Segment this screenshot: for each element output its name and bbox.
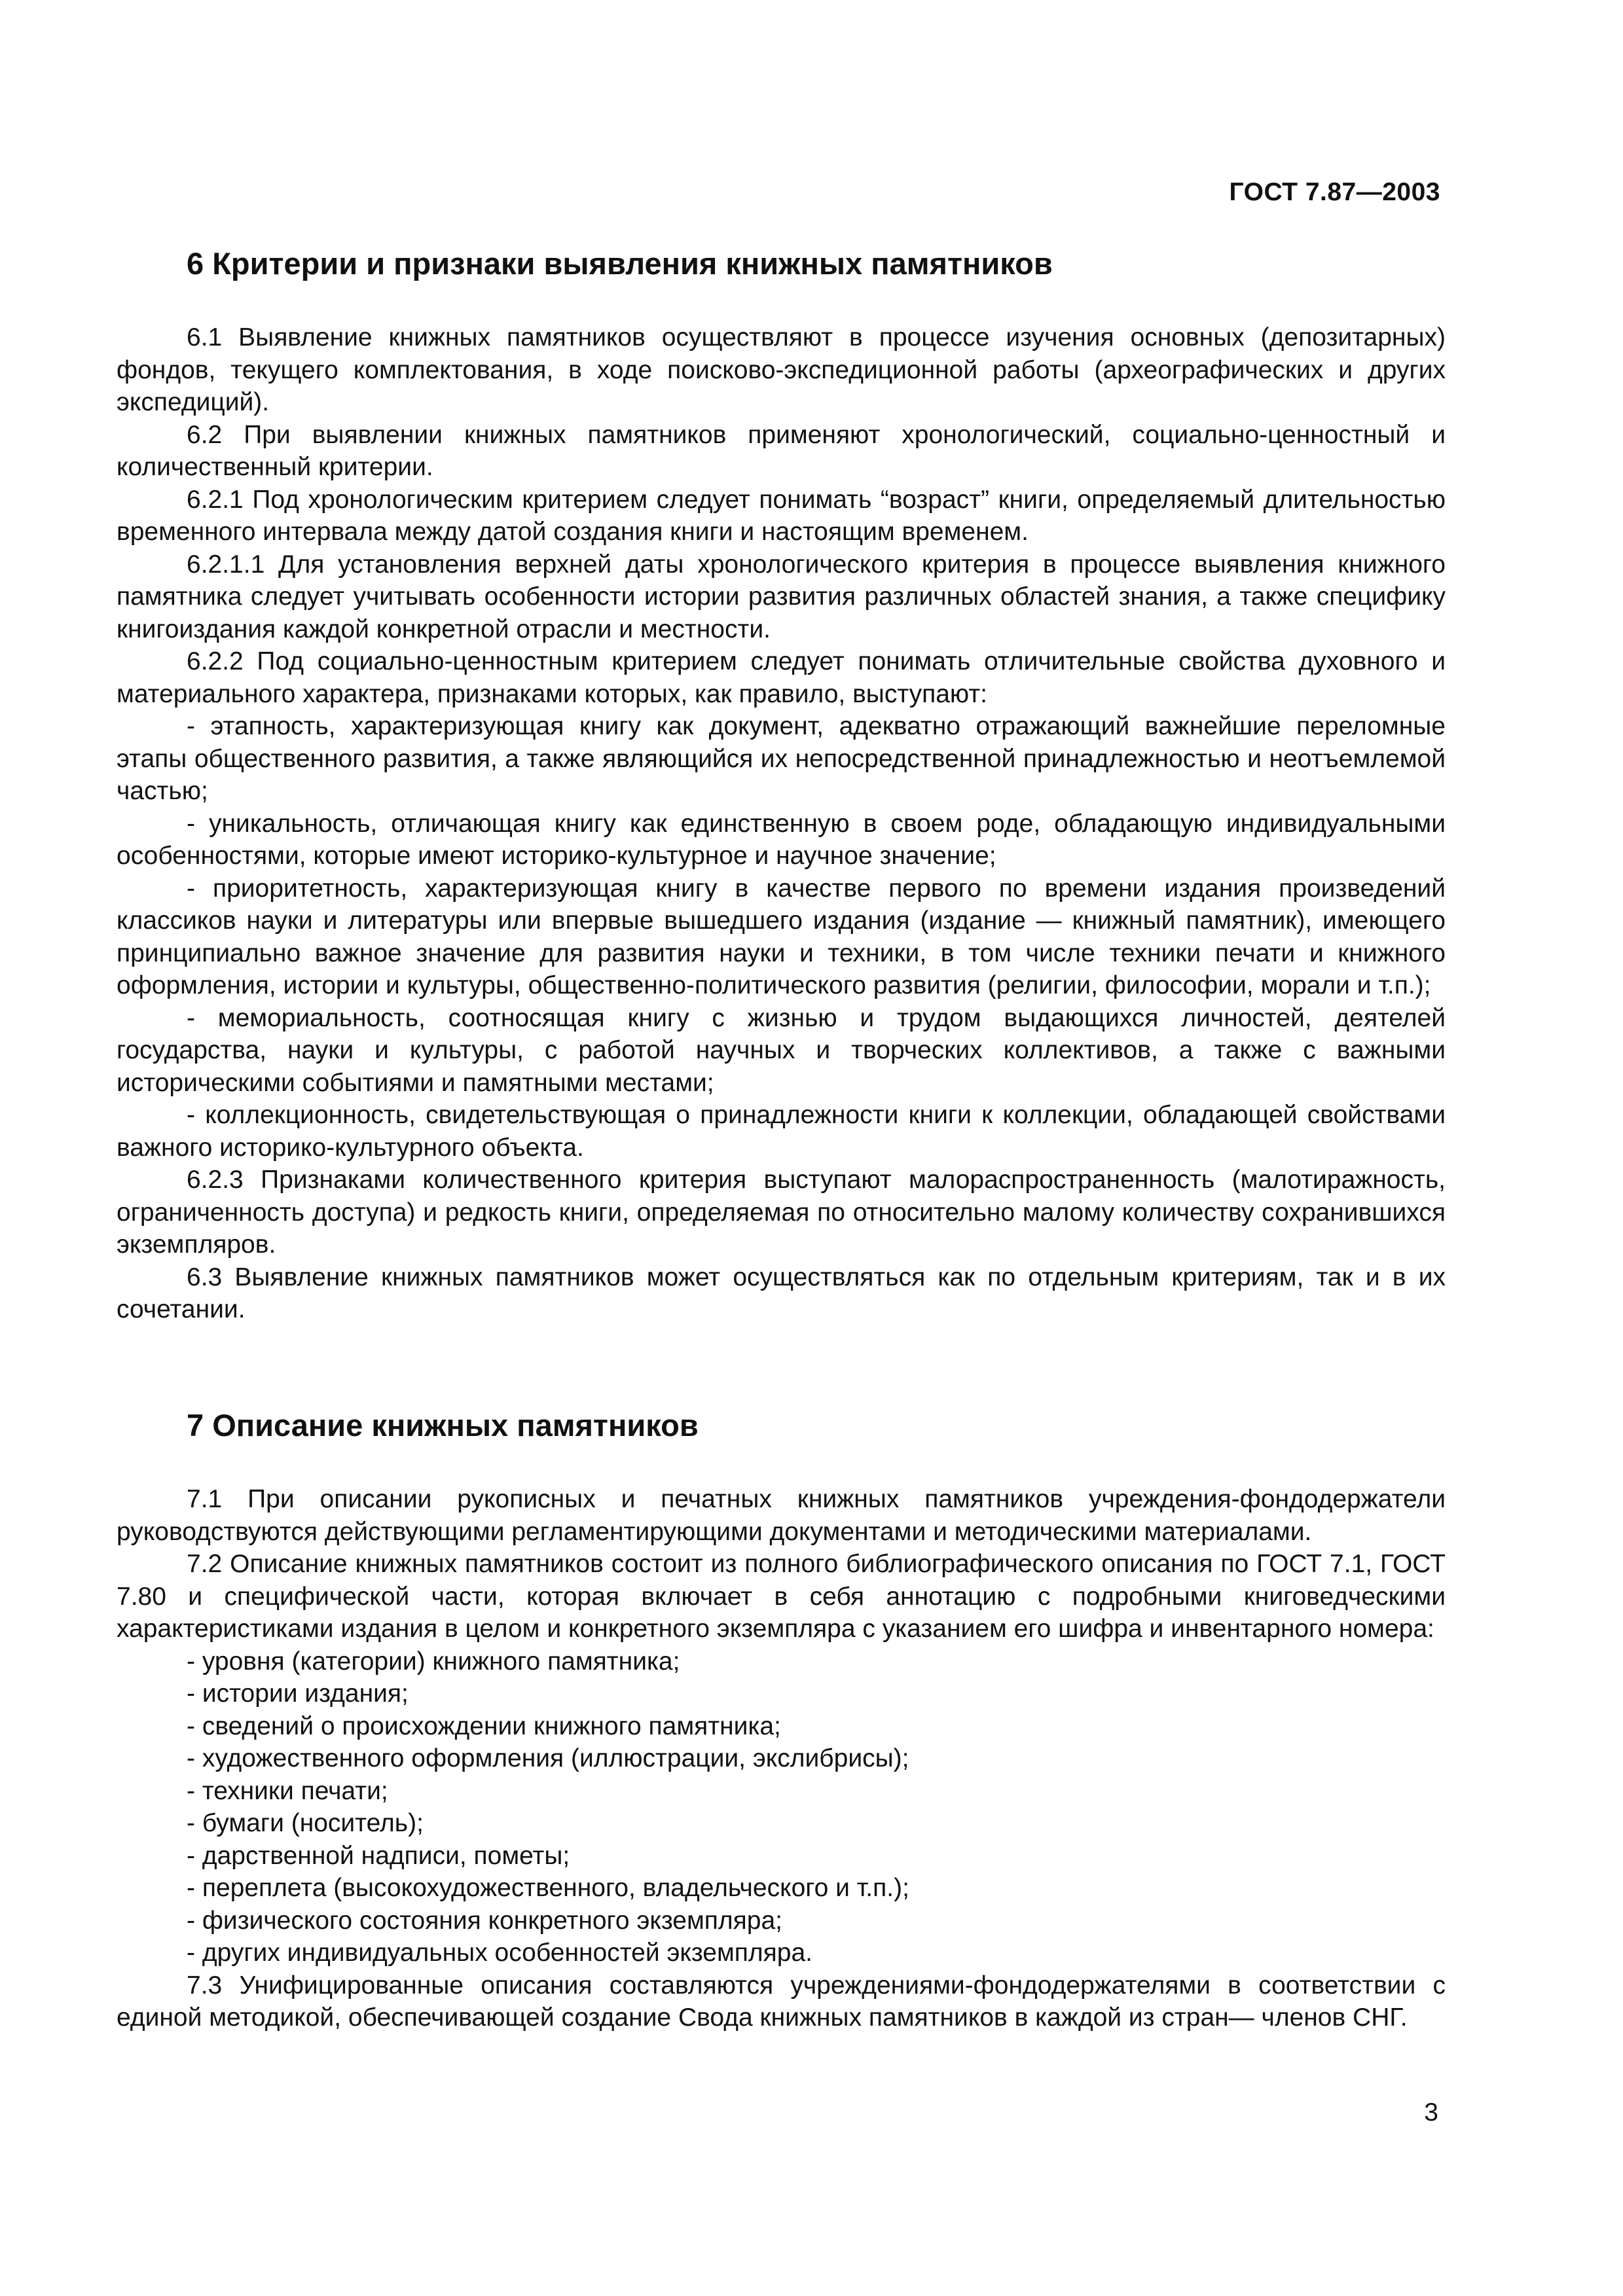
list-item: - этапность, характеризующая книгу как документ, адекватно отражающий важнейшие переломные этапы общественного развития, а также являющийся их непосредственной принадлежностью и неотъемлемой частью; [117,712,1446,805]
list-item: - сведений о происхождении книжного памятника; [187,1712,781,1740]
list-item: - бумаги (носитель); [187,1809,424,1837]
paragraph: 6.2.1.1 Для установления верхней даты хронологического критерия в процессе выявления книжного памятника следует учитывать особенности истории развития различных областей знания, а также специфику книгоиздания каждой конкретной отрасли и местности. [117,550,1446,643]
list-item: - приоритетность, характеризующая книгу в качестве первого по времени издания произведений классиков науки и литературы или впервые вышедшего издания (издание — книжный памятник), имеющего принципиально важное значение для развития науки и техники, в том числе техники печати и книжного оформления, истории и культуры, общественно-политического развития (религии, философии, морали и т.п.); [117,874,1446,999]
list-item: - переплета (высокохудожественного, владельческого и т.п.); [187,1874,909,1902]
section-6 [117,245,1446,1326]
section-7-title: 7 Описание книжных памятников [187,1408,699,1443]
paragraph: 6.2 При выявлении книжных памятников применяют хронологический, социально-ценностный и количественный критерии. [117,420,1446,481]
section-7 [117,1407,1446,2034]
list-item: - техники печати; [187,1776,388,1805]
list-item: - уровня (категории) книжного памятника; [187,1647,680,1676]
list-item: - физического состояния конкретного экземпляра; [187,1906,783,1935]
list-item: - коллекционность, свидетельствующая о принадлежности книги к коллекции, обладающей свойствами важного историко-культурного объекта. [117,1101,1446,1162]
paragraph: 6.3 Выявление книжных памятников может осуществляться как по отдельным критериям, так и в их сочетании. [117,1263,1446,1323]
list-item: - уникальность, отличающая книгу как единственную в своем роде, обладающую индивидуальными особенностями, которые имеют историко-культурное и научное значение; [117,809,1446,870]
paragraph: 7.1 При описании рукописных и печатных книжных памятников учреждения-фондодержатели руководствуются действующими регламентирующими документами и методическими материалами. [117,1485,1446,1546]
list-item: - истории издания; [187,1679,409,1708]
paragraph: 6.2.1 Под хронологическим критерием следует понимать “возраст” книги, определяемый длительностью временного интервала между датой создания книги и настоящим временем. [117,485,1446,546]
paragraph: 6.2.3 Признаками количественного критерия выступают малораспространенность (малотиражность, ограниченность доступа) и редкость книги, определяемая по относительно малому количеству сохранившихся экземпляров. [117,1166,1446,1259]
paragraph: 7.2 Описание книжных памятников состоит из полного библиографического описания по ГОСТ 7.1, ГОСТ 7.80 и специфической части, которая включает в себя аннотацию с подробными книговедческими характеристиками издания в целом и конкретного экземпляра с указанием его шифра и инвентарного номера: [117,1550,1446,1643]
list-item: - мемориальность, соотносящая книгу с жизнью и трудом выдающихся личностей, деятелей государства, науки и культуры, с работой научных и творческих коллективов, а также с важными историческими событиями и памятными местами; [117,1003,1446,1097]
section-6-title: 6 Критерии и признаки выявления книжных памятников [187,246,1053,281]
list-item: - дарственной надписи, пометы; [187,1841,570,1870]
list-item: - художественного оформления (иллюстрации, экслибрисы); [187,1744,909,1772]
page-number: 3 [1424,2098,1438,2126]
paragraph: 6.1 Выявление книжных памятников осуществляют в процессе изучения основных (депозитарных) фондов, текущего комплектования, в ходе поисково-экспедиционной работы (археографических и других экспедиций). [117,323,1446,416]
list-item: - других индивидуальных особенностей экземпляра. [187,1939,812,1967]
paragraph: 7.3 Унифицированные описания составляются учреждениями-фондодержателями в соответствии с единой методикой, обеспечивающей создание Свода книжных памятников в каждой из стран— членов СНГ. [117,1971,1446,2032]
paragraph: 6.2.2 Под социально-ценностным критерием следует понимать отличительные свойства духовного и материального характера, признаками которых, как правило, выступают: [117,647,1446,708]
document-code: ГОСТ 7.87—2003 [1229,178,1440,206]
